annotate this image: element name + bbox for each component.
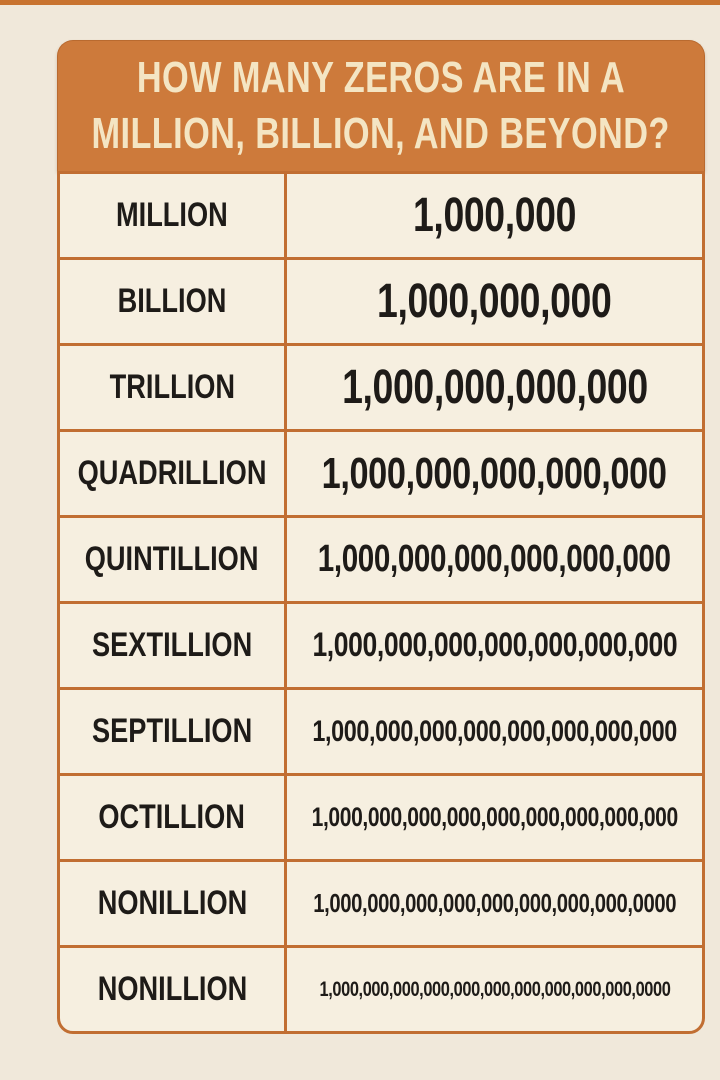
number-name: NONILLION [97, 884, 247, 922]
name-cell [60, 690, 287, 773]
number-name: BILLION [117, 282, 227, 320]
number-name: TRILLION [109, 368, 235, 406]
number-name: OCTILLION [98, 798, 246, 836]
zeros-infographic [57, 40, 705, 1034]
zeros-table [57, 171, 705, 1034]
numeral-cell [287, 948, 702, 1031]
numeral-value: 1,000,000,000,000,000,000,000,000 [312, 714, 677, 748]
numeral-value: 1,000,000,000,000,000,000 [318, 538, 671, 580]
number-name: QUINTILLION [85, 540, 259, 578]
number-name: MILLION [116, 196, 228, 234]
name-cell [60, 604, 287, 687]
table-row-trillion [60, 346, 702, 432]
numeral-cell [287, 518, 702, 601]
numeral-value: 1,000,000,000,000,000,000,000,000,000,000,0000 [319, 977, 670, 1001]
numeral-value: 1,000,000,000,000,000,000,000,000,000 [311, 802, 678, 832]
table-row-septillion [60, 690, 702, 776]
numeral-cell [287, 346, 702, 429]
numeral-value: 1,000,000,000,000,000,000,000,000,0000 [313, 888, 676, 918]
name-cell [60, 432, 287, 515]
numeral-value: 1,000,000,000,000,000,000,000 [312, 626, 677, 664]
numeral-cell [287, 776, 702, 859]
numeral-cell [287, 690, 702, 773]
table-row-nonillion-2 [60, 948, 702, 1031]
name-cell [60, 518, 287, 601]
number-name: SEPTILLION [91, 712, 253, 750]
poster-title-line1: HOW MANY ZEROS ARE IN A [136, 53, 626, 102]
numeral-cell [287, 260, 702, 343]
poster-title-line2: MILLION, BILLION, AND BEYOND? [91, 109, 671, 158]
name-cell [60, 260, 287, 343]
number-name: SEXTILLION [91, 626, 253, 664]
name-cell [60, 776, 287, 859]
numeral-cell [287, 432, 702, 515]
table-row-quintillion [60, 518, 702, 604]
numeral-cell [287, 174, 702, 257]
numeral-cell [287, 604, 702, 687]
numeral-value: 1,000,000,000,000,000 [322, 448, 667, 498]
table-row-octillion [60, 776, 702, 862]
poster-title-banner [57, 40, 705, 171]
table-row-sextillion [60, 604, 702, 690]
top-accent-strip [0, 0, 720, 5]
name-cell [60, 174, 287, 257]
name-cell [60, 862, 287, 945]
name-cell [60, 948, 287, 1031]
numeral-value: 1,000,000 [412, 189, 577, 242]
table-row-nonillion [60, 862, 702, 948]
table-row-billion [60, 260, 702, 346]
numeral-value: 1,000,000,000 [377, 275, 612, 328]
numeral-value: 1,000,000,000,000 [341, 361, 648, 414]
number-name: QUADRILLION [77, 454, 267, 492]
name-cell [60, 346, 287, 429]
numeral-cell [287, 862, 702, 945]
table-row-million [60, 174, 702, 260]
table-row-quadrillion [60, 432, 702, 518]
number-name: NONILLION [97, 970, 247, 1008]
